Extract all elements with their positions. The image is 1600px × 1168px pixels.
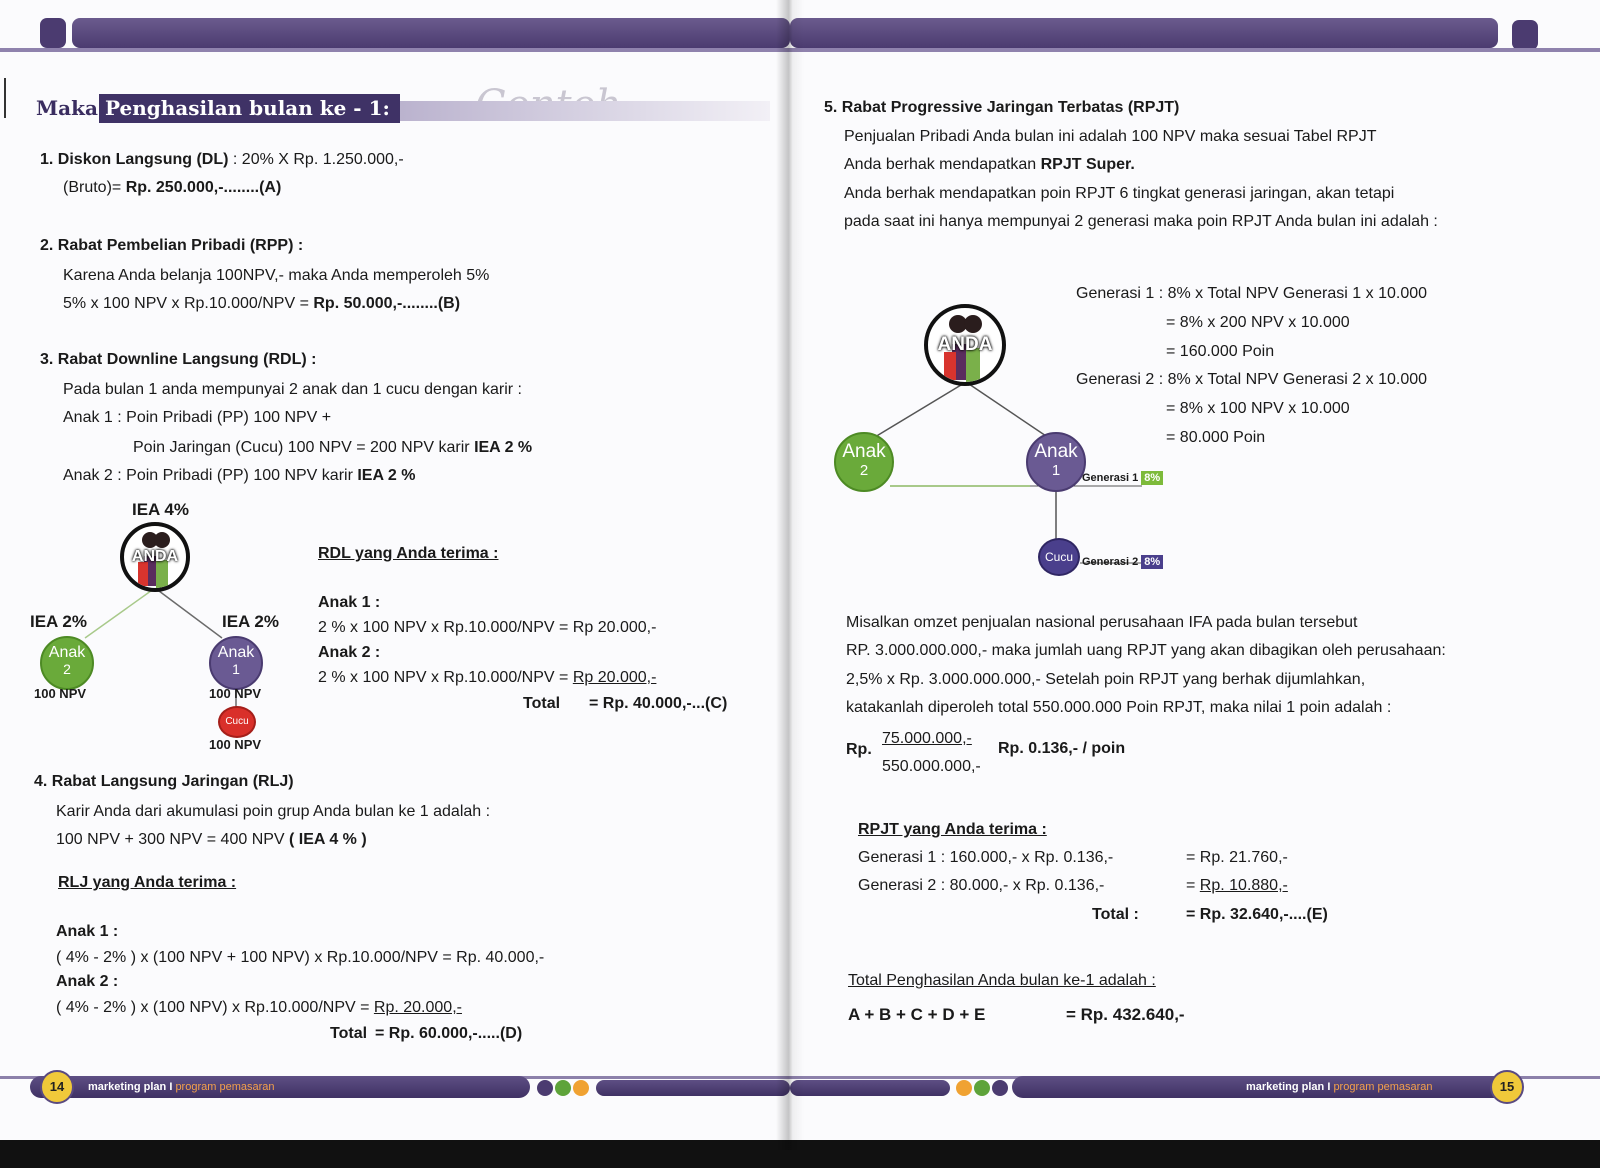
rlj-anak-2-calc: ( 4% - 2% ) x (100 NPV) x Rp.10.000/NPV = Rp. 20.000,- bbox=[56, 999, 462, 1016]
footer-text: marketing plan I program pemasaran bbox=[88, 1081, 275, 1093]
section-2-heading: 2. Rabat Pembelian Pribadi (RPP) : bbox=[40, 237, 304, 254]
anak-1-number: 1 bbox=[232, 661, 240, 677]
omzet-line-1: Misalkan omzet penjualan nasional perusahaan IFA pada bulan tersebut bbox=[846, 614, 1358, 631]
right-page bbox=[790, 0, 1600, 1150]
anak-1-rank: IEA 2% bbox=[222, 612, 280, 631]
fraction-numerator: 75.000.000,- bbox=[882, 730, 972, 747]
anak-2-word: Anak bbox=[48, 644, 86, 661]
footer-dot-orange-icon bbox=[956, 1080, 972, 1096]
gen-1-step: = 8% x 200 NPV x 10.000 bbox=[1166, 314, 1350, 331]
anda-rank: IEA 4% bbox=[132, 500, 190, 519]
footer-dot-green-icon bbox=[555, 1080, 571, 1096]
anak-1-node bbox=[1026, 432, 1086, 492]
anak-1-number: 1 bbox=[1051, 462, 1061, 479]
anak-1-npv: 100 NPV bbox=[209, 686, 262, 701]
rlj-title: RLJ yang Anda terima : bbox=[58, 874, 237, 891]
gen-1-formula: Generasi 1 : 8% x Total NPV Generasi 1 x 10.000 bbox=[1076, 285, 1428, 302]
cucu-node: Cucu bbox=[1038, 538, 1080, 576]
fraction-result: Rp. 0.136,- / poin bbox=[998, 740, 1126, 757]
omzet-line-4: katakanlah diperoleh total 550.000.000 Poin RPJT, maka nilai 1 poin adalah : bbox=[846, 699, 1392, 716]
rdl-anak-1-label: Anak 1 : bbox=[318, 594, 381, 611]
rlj-total-value: = Rp. 60.000,-.....(D) bbox=[375, 1025, 523, 1042]
anak-2-word: Anak bbox=[842, 441, 886, 462]
rlj-anak-1-label: Anak 1 : bbox=[56, 923, 119, 940]
anak-1-word: Anak bbox=[217, 644, 255, 661]
rlj-anak-2-label: Anak 2 : bbox=[56, 973, 119, 990]
section-4-heading: 4. Rabat Langsung Jaringan (RLJ) bbox=[34, 773, 294, 790]
rpjt-title: RPJT yang Anda terima : bbox=[858, 821, 1047, 838]
section-3-line-3: Poin Jaringan (Cucu) 100 NPV = 200 NPV karir IEA 2 % bbox=[133, 439, 533, 456]
anak-2-rank: IEA 2% bbox=[30, 612, 88, 631]
page-number: 15 bbox=[1490, 1070, 1524, 1104]
rdl-anak-2-label: Anak 2 : bbox=[318, 644, 381, 661]
left-tree-lines bbox=[0, 0, 790, 1150]
gen-2-formula: Generasi 2 : 8% x Total NPV Generasi 2 x 10.000 bbox=[1076, 371, 1428, 388]
gen-1-tag: Generasi 1 8% bbox=[1082, 472, 1163, 484]
rpjt-total-label: Total : bbox=[1092, 906, 1139, 923]
page-number: 14 bbox=[40, 1070, 74, 1104]
summary-formula: A + B + C + D + E bbox=[848, 1005, 986, 1024]
gen-1-result: = 160.000 Poin bbox=[1166, 343, 1275, 360]
footer-text: marketing plan I program pemasaran bbox=[1246, 1081, 1433, 1093]
section-3-line-2: Anak 1 : Poin Pribadi (PP) 100 NPV + bbox=[63, 409, 332, 426]
rdl-total-value: = Rp. 40.000,-...(C) bbox=[589, 695, 728, 712]
anak-1-word: Anak bbox=[1034, 441, 1078, 462]
footer-dot-orange-icon bbox=[573, 1080, 589, 1096]
cucu-npv: 100 NPV bbox=[209, 737, 262, 752]
section-5-line-3: Anda berhak mendapatkan poin RPJT 6 tingkat generasi jaringan, akan tetapi bbox=[844, 185, 1395, 202]
section-4-line-1: Karir Anda dari akumulasi poin grup Anda bulan ke 1 adalah : bbox=[56, 803, 491, 820]
section-5-heading: 5. Rabat Progressive Jaringan Terbatas (RPJT) bbox=[824, 99, 1180, 116]
fraction-denominator: 550.000.000,- bbox=[882, 758, 981, 775]
page-title: Penghasilan bulan ke - 1: bbox=[99, 94, 400, 123]
section-3-line-4: Anak 2 : Poin Pribadi (PP) 100 NPV karir IEA 2 % bbox=[63, 467, 416, 484]
summary-title: Total Penghasilan Anda bulan ke-1 adalah : bbox=[848, 972, 1156, 989]
anda-node bbox=[120, 522, 190, 592]
section-5-line-2: Anda berhak mendapatkan RPJT Super. bbox=[844, 156, 1135, 173]
cucu-node: Cucu bbox=[218, 706, 256, 738]
footer-band-left bbox=[790, 1080, 950, 1096]
rpjt-total-value: = Rp. 32.640,-....(E) bbox=[1186, 906, 1328, 923]
rlj-total-label: Total bbox=[330, 1025, 368, 1042]
footer-dot-green-icon bbox=[974, 1080, 990, 1096]
rpjt-gen-1-label: Generasi 1 : 160.000,- x Rp. 0.136,- bbox=[858, 849, 1114, 866]
anak-2-number: 2 bbox=[859, 462, 869, 479]
rdl-title: RDL yang Anda terima : bbox=[318, 545, 499, 562]
footer-band-right bbox=[596, 1080, 790, 1096]
rdl-anak-1-calc: 2 % x 100 NPV x Rp.10.000/NPV = Rp 20.000,- bbox=[318, 619, 657, 636]
omzet-line-2: RP. 3.000.000.000,- maka jumlah uang RPJT yang akan dibagikan oleh perusahaan: bbox=[846, 642, 1446, 659]
section-3-heading: 3. Rabat Downline Langsung (RDL) : bbox=[40, 351, 317, 368]
section-4-line-2: 100 NPV + 300 NPV = 400 NPV ( IEA 4 % ) bbox=[56, 831, 367, 848]
section-2-line-2: 5% x 100 NPV x Rp.10.000/NPV = Rp. 50.000,-........(B) bbox=[63, 295, 461, 312]
anak-2-node bbox=[40, 636, 94, 690]
section-5-line-1: Penjualan Pribadi Anda bulan ini adalah 100 NPV maka sesuai Tabel RPJT bbox=[844, 128, 1377, 145]
anak-1-node bbox=[209, 636, 263, 690]
left-page bbox=[0, 0, 790, 1150]
anak-2-number: 2 bbox=[63, 661, 71, 677]
gen-2-tag: Generasi 2 8% bbox=[1082, 556, 1163, 568]
gen-2-step: = 8% x 100 NPV x 10.000 bbox=[1166, 400, 1350, 417]
rpjt-gen-2-value: = Rp. 10.880,- bbox=[1186, 877, 1288, 894]
gen-2-result: = 80.000 Poin bbox=[1166, 429, 1266, 446]
anda-label: ANDA bbox=[131, 548, 179, 565]
section-1-line: (Bruto)= Rp. 250.000,-........(A) bbox=[63, 179, 282, 196]
book-gutter bbox=[776, 0, 804, 1150]
rdl-anak-2-calc: 2 % x 100 NPV x Rp.10.000/NPV = Rp 20.000,- bbox=[318, 669, 657, 686]
anda-label: ANDA bbox=[937, 334, 993, 355]
rpjt-gen-2-label: Generasi 2 : 80.000,- x Rp. 0.136,- bbox=[858, 877, 1105, 894]
anak-2-node bbox=[834, 432, 894, 492]
fraction-prefix: Rp. bbox=[846, 741, 872, 758]
rdl-total-label: Total bbox=[523, 695, 561, 712]
omzet-line-3: 2,5% x Rp. 3.000.000.000,- Setelah poin RPJT yang berhak dijumlahkan, bbox=[846, 671, 1366, 688]
page-title-prefix: Maka bbox=[36, 96, 98, 120]
summary-value: = Rp. 432.640,- bbox=[1066, 1005, 1185, 1024]
anak-2-npv: 100 NPV bbox=[34, 686, 87, 701]
footer-dot-purple-icon bbox=[537, 1080, 553, 1096]
section-1-heading: 1. Diskon Langsung (DL) : 20% X Rp. 1.250.000,- bbox=[40, 151, 404, 168]
section-3-line-1: Pada bulan 1 anda mempunyai 2 anak dan 1 cucu dengan karir : bbox=[63, 381, 522, 398]
anda-node bbox=[924, 304, 1006, 386]
footer-dot-purple-icon bbox=[992, 1080, 1008, 1096]
rpjt-gen-1-value: = Rp. 21.760,- bbox=[1186, 849, 1288, 866]
section-5-line-4: pada saat ini hanya mempunyai 2 generasi maka poin RPJT Anda bulan ini adalah : bbox=[844, 213, 1438, 230]
rlj-anak-1-calc: ( 4% - 2% ) x (100 NPV + 100 NPV) x Rp.10.000/NPV = Rp. 40.000,- bbox=[56, 949, 545, 966]
section-2-line-1: Karena Anda belanja 100NPV,- maka Anda memperoleh 5% bbox=[63, 267, 490, 284]
